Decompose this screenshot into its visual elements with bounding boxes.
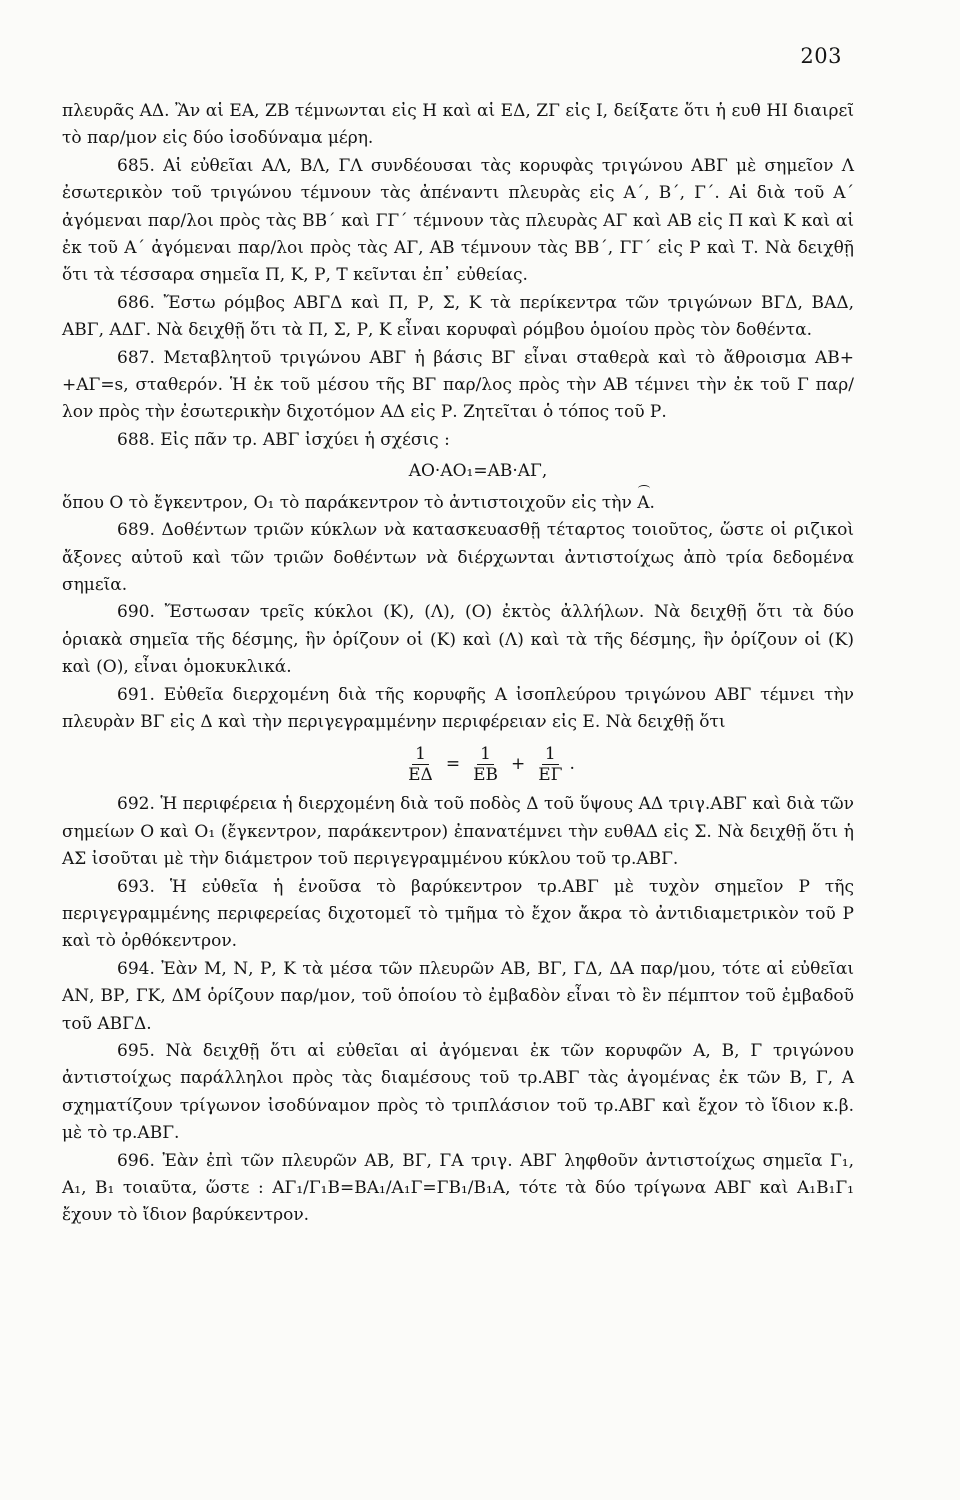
page-number: 203 [800, 44, 842, 68]
formula-end: . [569, 754, 575, 775]
problem-694: 694. Ἐὰν Μ, Ν, Ρ, Κ τὰ μέσα τῶν πλευρῶν ΑΒ, ΒΓ, ΓΔ, ΔΑ παρ/μου, τότε αἱ εὐθεῖαι ΑΝ, ΒΡ, ΓΚ, ΔΜ ὁρίζουν παρ/μον, τοῦ ὁποίου τὸ ἐμβαδὸν εἶναι τὸ ἓν πέμπτον τοῦ ἐμβαδοῦ τοῦ ΑΒΓΔ. [62, 958, 854, 1034]
angle-a-symbol: Α [637, 490, 649, 517]
problem-695: 695. Νὰ δειχθῇ ὅτι αἱ εὐθεῖαι αἱ ἀγόμεναι ἐκ τῶν κορυφῶν Α, Β, Γ τριγώνου ἀντιστοίχως παράλληλοι πρὸς τὰς διαμέσους τοῦ τρ.ΑΒΓ τὰς ἀγομένας ἐκ τῶν Β, Γ, Α σχηματίζουν τρίγωνον ἰσοδύναμον πρὸς τὸ τριπλάσιον τοῦ τρ.ΑΒΓ καὶ ἔχον τὸ ἴδιον κ.β. μὲ τὸ τρ.ΑΒΓ. [62, 1041, 854, 1144]
problem-688-continuation [62, 490, 854, 517]
problem-691-formula [122, 744, 854, 785]
problem-689: 689. Δοθέντων τριῶν κύκλων νὰ κατασκευασθῇ τέταρτος τοιοῦτος, ὥστε οἱ ριζικοὶ ἄξονες αὐτοῦ καὶ τῶν τριῶν δοθέντων νὰ διέρχωνται ἀντιστοίχως ἀπὸ τρία δεδομένα σημεῖα. [62, 520, 854, 595]
problem-696: 696. Ἐὰν ἐπὶ τῶν πλευρῶν ΑΒ, ΒΓ, ΓΑ τριγ. ΑΒΓ ληφθοῦν ἀντιστοίχως σημεῖα Γ₁, Α₁, Β₁ τοιαῦτα, ὥστε : ΑΓ₁/Γ₁Β=ΒΑ₁/Α₁Γ=ΓΒ₁/Β₁Α, τότε τὰ δύο τρίγωνα ΑΒΓ καὶ Α₁Β₁Γ₁ ἔχουν τὸ ἴδιον βαρύκεντρον. [62, 1150, 854, 1226]
problem-686: 686. Ἔστω ρόμβος ΑΒΓΔ καὶ Π, Ρ, Σ, Κ τὰ περίκεντρα τῶν τριγώνων ΒΓΔ, ΒΑΔ, ΑΒΓ, ΑΔΓ. Νὰ δειχθῇ ὅτι τὰ Π, Σ, Ρ, Κ εἶναι κορυφαὶ ρόμβου ὁμοίου πρὸς τὸν δοθέντα. [62, 292, 854, 341]
fraction-denominator: ΕΓ [538, 765, 563, 786]
problem-688-end: . [649, 492, 655, 513]
fraction-denominator: ΕΒ [473, 765, 498, 786]
problem-688-text: ὅπου Ο τὸ ἔγκεντρον, Ο₁ τὸ παράκεντρον τὸ ἀντιστοιχοῦν εἰς τὴν [62, 492, 638, 513]
fraction-numerator: 1 [412, 744, 429, 765]
fraction-denominator: ΕΔ [408, 765, 433, 786]
fraction-numerator: 1 [477, 744, 494, 765]
fraction-1-ed [405, 744, 436, 785]
problem-692: 692. Ἡ περιφέρεια ἡ διερχομένη διὰ τοῦ ποδὸς Δ τοῦ ὕψους ΑΔ τριγ.ΑΒΓ καὶ διὰ τῶν σημείων Ο καὶ Ο₁ (ἔγκεντρον, παράκεντρον) ἐπανατέμνει τὴν ευθΑΔ εἰς Σ. Νὰ δειχθῇ ὅτι ἡ ΑΣ ἰσοῦται μὲ τὴν διάμετρον τοῦ περιγεγραμμένου κύκλου τοῦ τρ.ΑΒΓ. [62, 794, 854, 870]
page-body [62, 98, 854, 1230]
plus-sign: + [510, 754, 526, 775]
problem-688: 688. Εἰς πᾶν τρ. ΑΒΓ ἰσχύει ἡ σχέσις : [117, 429, 450, 450]
problem-687: 687. Μεταβλητοῦ τριγώνου ΑΒΓ ἡ βάσις ΒΓ εἶναι σταθερὰ καὶ τὸ ἄθροισμα ΑΒ+ +ΑΓ=s, σταθερόν. Ἡ ἐκ τοῦ μέσου τῆς ΒΓ παρ/λος πρὸς τὴν ΑΒ τέμνει τὴν ἐκ τοῦ Γ παρ/λον πρὸς τὴν ἐσωτερικὴν διχοτόμον ΑΔ εἰς Ρ. Ζητεῖται ὁ τόπος τοῦ Ρ. [62, 347, 854, 423]
fraction-1-eg [535, 744, 565, 785]
problem-691: 691. Εὐθεῖα διερχομένη διὰ τῆς κορυφῆς Α ἰσοπλεύρου τριγώνου ΑΒΓ τέμνει τὴν πλευρὰν ΒΓ εἰς Δ καὶ τὴν περιγεγραμμένην περιφέρειαν εἰς Ε. Νὰ δειχθῇ ὅτι [62, 684, 854, 732]
problem-690: 690. Ἔστωσαν τρεῖς κύκλοι (Κ), (Λ), (Ο) ἐκτὸς ἀλλήλων. Νὰ δειχθῇ ὅτι τὰ δύο ὁριακὰ σημεῖα τῆς δέσμης, ἣν ὁρίζουν οἱ (Κ) καὶ (Λ) καὶ τὰ τῆς δέσμης, ἣν ὁρίζουν οἱ (Κ) καὶ (Ο), εἶναι ὁμοκυκλικά. [62, 602, 854, 678]
problem-685: 685. Αἱ εὐθεῖαι ΑΛ, ΒΛ, ΓΛ συνδέουσαι τὰς κορυφὰς τριγώνου ΑΒΓ μὲ σημεῖον Λ ἐσωτερικὸν τοῦ τριγώνου τέμνουν τὰς ἀπέναντι πλευρὰς εἰς Α΄, Β΄, Γ΄. Αἱ διὰ τοῦ Α΄ ἀγόμεναι παρ/λοι πρὸς τὰς ΒΒ΄ καὶ ΓΓ΄ τέμνουν τὰς πλευρὰς ΑΓ καὶ ΑΒ εἰς Π καὶ Κ καὶ αἱ ἐκ τοῦ Α΄ ἀγόμεναι παρ/λοι πρὸς τὰς ΑΓ, ΑΒ τέμνουν τὰς ΒΒ΄, ΓΓ΄ εἰς Ρ καὶ Τ. Νὰ δειχθῇ ὅτι τὰ τέσσαρα σημεῖα Π, Κ, Ρ, Τ κεῖνται ἐπ᾿ εὐθείας. [62, 155, 854, 286]
paragraph-continuation: πλευρᾶς ΑΔ. Ἂν αἱ ΕΑ, ΖΒ τέμνωνται εἰς Η καὶ αἱ ΕΔ, ΖΓ εἰς Ι, δείξατε ὅτι ἡ ευθ ΗΙ διαιρεῖ τὸ παρ/μον εἰς δύο ἰσοδύναμα μέρη. [62, 101, 854, 149]
fraction-1-eb [470, 744, 501, 785]
problem-693: 693. Ἡ εὐθεῖα ἡ ἑνοῦσα τὸ βαρύκεντρον τρ.ΑΒΓ μὲ τυχὸν σημεῖον Ρ τῆς περιγεγραμμένης περιφερείας διχοτομεῖ τὸ τμῆμα τὸ ἔχον ἄκρα τὸ ἀντιδιαμετρικὸν τοῦ Ρ καὶ τὸ ὀρθόκεντρον. [62, 876, 854, 952]
problem-688-formula: ΑΟ·ΑΟ₁=ΑΒ·ΑΓ, [408, 461, 548, 482]
equals-sign: = [445, 754, 461, 775]
fraction-numerator: 1 [542, 744, 559, 765]
